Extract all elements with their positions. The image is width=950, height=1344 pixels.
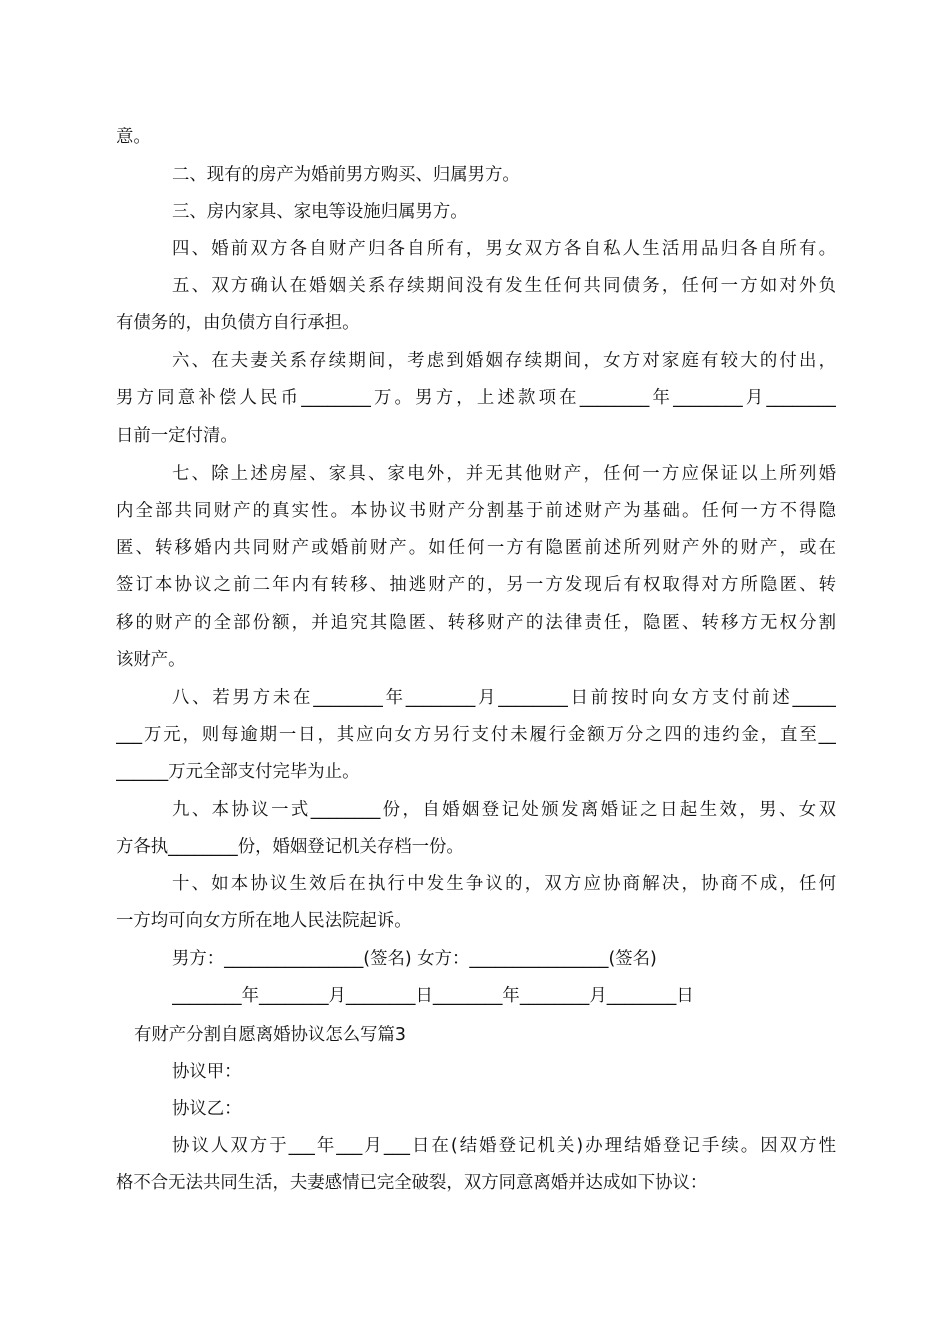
text-line-10: 七、除上述房屋、家具、家电外，并无其他财产，任何一方应保证以上所列婚 (172, 464, 836, 484)
signature-line: 男方：________________(签名) 女方：________________(签名) (172, 949, 657, 969)
text-line-12: 匿、转移婚内共同财产或婚前财产。如任何一方有隐匿前述所列财产外的财产，或在 (116, 538, 836, 558)
text-line-11: 内全部共同财产的真实性。本协议书财产分割基于前述财产为基础。任何一方不得隐 (116, 501, 836, 521)
text-line-21: 十、如本协议生效后在执行中发生争议的，双方应协商解决，协商不成，任何 (172, 874, 836, 894)
text-line-3: 三、房内家具、家电等设施归属男方。 (172, 202, 468, 222)
text-line-2: 二、现有的房产为婚前男方购买、归属男方。 (172, 165, 520, 185)
text-line-9: 日前一定付清。 (116, 426, 238, 446)
section-heading: 有财产分割自愿离婚协议怎么写篇3 (134, 1025, 406, 1045)
party-a-line: 协议甲： (172, 1062, 242, 1082)
date-line: ________年________月________日________年________月________日 (172, 986, 694, 1006)
party-b-line: 协议乙： (172, 1099, 242, 1119)
text-line-14: 移的财产的全部份额，并追究其隐匿、转移财产的法律责任，隐匿、转移方无权分割 (116, 613, 836, 633)
text-line-29: 格不合无法共同生活，夫妻感情已完全破裂，双方同意离婚并达成如下协议： (116, 1173, 708, 1193)
text-line-17: ___万元，则每逾期一日，其应向女方另行支付未履行金额万分之四的违约金，直至__ (116, 725, 836, 745)
text-line-22: 一方均可向女方所在地人民法院起诉。 (116, 911, 412, 931)
text-line-8: 男方同意补偿人民币________万。男方，上述款项在________年________月________ (116, 388, 836, 408)
text-line-18: ______万元全部支付完毕为止。 (116, 762, 360, 782)
text-line-20: 方各执________份，婚姻登记机关存档一份。 (116, 837, 464, 857)
text-line-28: 协议人双方于___年___月___日在(结婚登记机关)办理结婚登记手续。因双方性 (172, 1136, 836, 1156)
text-line-15: 该财产。 (116, 650, 186, 670)
text-line-6: 有债务的，由负债方自行承担。 (116, 313, 360, 333)
text-line-19: 九、本协议一式________份，自婚姻登记处颁发离婚证之日起生效，男、女双 (172, 800, 836, 820)
text-line-5: 五、双方确认在婚姻关系存续期间没有发生任何共同债务，任何一方如对外负 (172, 276, 836, 296)
text-line-4: 四、婚前双方各自财产归各自所有，男女双方各自私人生活用品归各自所有。 (172, 239, 836, 259)
text-line-1: 意。 (116, 127, 151, 147)
text-line-16: 八、若男方未在________年________月________日前按时向女方支付前述_____ (172, 688, 836, 708)
text-line-13: 签订本协议之前二年内有转移、抽逃财产的，另一方发现后有权取得对方所隐匿、转 (116, 575, 836, 595)
text-line-7: 六、在夫妻关系存续期间，考虑到婚姻存续期间，女方对家庭有较大的付出， (172, 351, 836, 371)
